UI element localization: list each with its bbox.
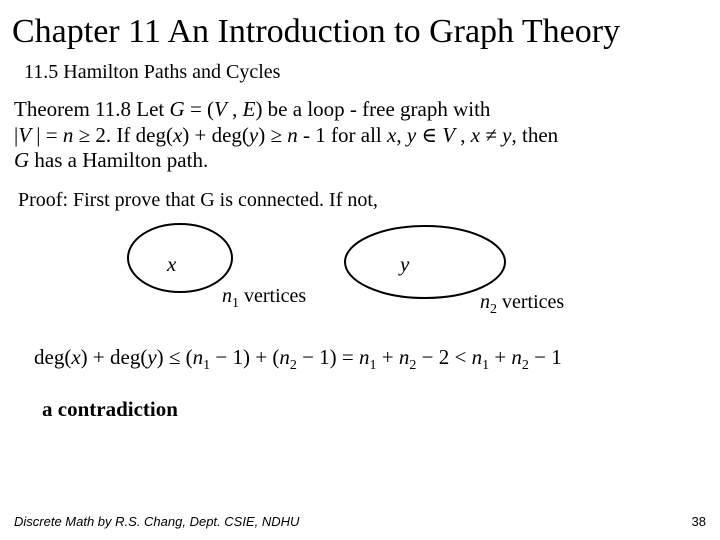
theorem-text: - 1 for all	[297, 123, 388, 147]
math-var: n	[471, 345, 483, 369]
math-text: +	[376, 345, 399, 369]
theorem-text: ,	[226, 97, 243, 121]
vertex-y-label: y	[400, 252, 410, 276]
theorem-text: ∈	[416, 123, 443, 147]
theorem-text: ,	[455, 123, 471, 147]
theorem-text: ,	[396, 123, 407, 147]
math-text: − 1) =	[296, 345, 360, 369]
math-subscript: 2	[409, 358, 417, 373]
math-var: V	[18, 123, 32, 147]
math-var: n	[62, 123, 74, 147]
math-subscript: 2	[490, 302, 497, 317]
math-var: n	[287, 123, 298, 147]
math-subscript: 2	[289, 358, 297, 373]
theorem-text: , then	[511, 123, 559, 147]
math-var: x	[172, 123, 183, 147]
theorem-text: ) be a loop - free graph with	[255, 97, 491, 121]
theorem-text: | =	[31, 123, 63, 147]
theorem-text: ) + deg(	[182, 123, 249, 147]
math-text: − 1	[528, 345, 562, 369]
math-var: G	[169, 97, 185, 121]
math-var: n	[279, 345, 290, 369]
math-var: x	[71, 345, 81, 369]
math-var: y	[406, 123, 417, 147]
contradiction-text: a contradiction	[42, 397, 178, 421]
math-subscript: 2	[521, 358, 529, 373]
slide-title: Chapter 11 An Introduction to Graph Theory	[12, 13, 621, 50]
math-text: ) + deg(	[80, 345, 148, 369]
theorem-text: = (	[184, 97, 215, 121]
math-var: x	[387, 123, 397, 147]
math-subscript: 1	[203, 358, 211, 373]
theorem-text: ) ≥	[258, 123, 288, 147]
math-subscript: 1	[482, 358, 490, 373]
math-var: n	[359, 345, 370, 369]
math-text: deg(	[34, 345, 72, 369]
proof-text: Proof: First prove that G is connected. If not,	[18, 189, 378, 211]
math-var: V	[442, 123, 456, 147]
component-2-ellipse	[345, 226, 505, 298]
math-var: n	[222, 285, 232, 307]
theorem-text: ≥ 2. If deg(	[73, 123, 173, 147]
math-var: n	[398, 345, 410, 369]
math-var: y	[147, 345, 157, 369]
math-text: ) ≤ (	[156, 345, 193, 369]
label-text: vertices	[239, 285, 307, 307]
footer-credit: Discrete Math by R.S. Chang, Dept. CSIE, NDHU	[14, 514, 300, 529]
math-subscript: 1	[232, 296, 239, 311]
math-text: − 2 <	[416, 345, 472, 369]
math-var: n	[480, 291, 490, 313]
math-var: y	[502, 123, 512, 147]
label-text: vertices	[497, 291, 565, 313]
theorem-text: ≠	[480, 123, 503, 147]
math-var: G	[14, 148, 30, 172]
math-subscript: 1	[369, 358, 377, 373]
theorem-text: has a Hamilton path.	[29, 148, 209, 172]
degree-inequality	[34, 343, 562, 371]
math-text: +	[489, 345, 512, 369]
theorem-text: |	[14, 123, 19, 147]
theorem-text: Theorem 11.8 Let	[14, 97, 170, 121]
section-subtitle: 11.5 Hamilton Paths and Cycles	[24, 61, 281, 83]
component-2-size-label	[480, 290, 565, 317]
page-number: 38	[691, 514, 706, 529]
math-var: x	[470, 123, 481, 147]
math-var: V	[214, 97, 227, 121]
math-var: n	[192, 345, 204, 369]
math-var: y	[248, 123, 259, 147]
component-1-size-label	[222, 284, 307, 311]
math-text: − 1) + (	[210, 345, 280, 369]
math-var: n	[511, 345, 522, 369]
math-var: E	[242, 97, 256, 121]
vertex-x-label: x	[167, 252, 177, 276]
component-1-ellipse	[128, 224, 232, 292]
